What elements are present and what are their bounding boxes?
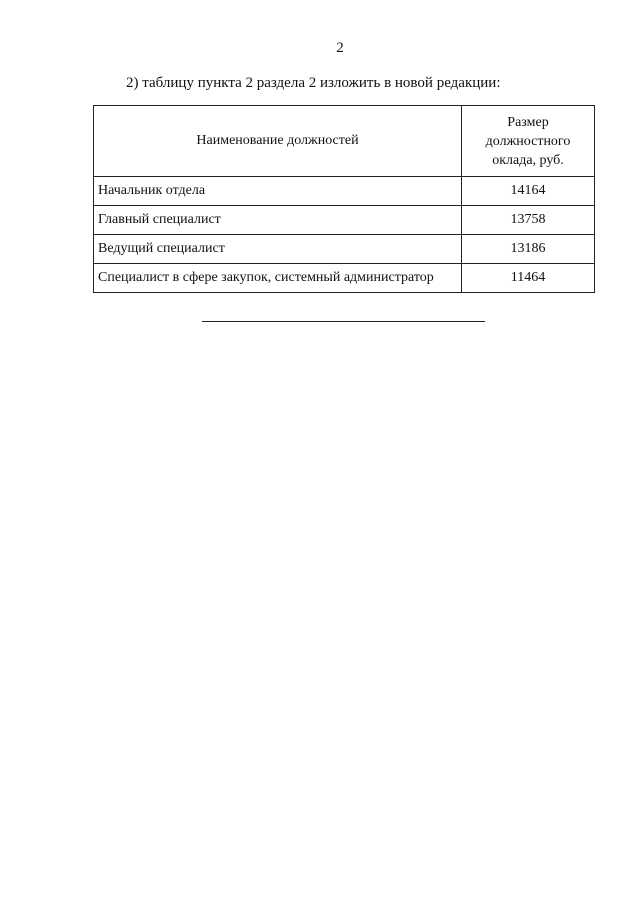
header-salary-line: Размер [507,114,549,130]
header-salary-line: должностного [485,133,571,149]
table-row [94,206,595,235]
table-row [94,264,595,293]
intro-paragraph: 2) таблицу пункта 2 раздела 2 изложить в новой редакции: [126,75,501,91]
salary-table [93,105,595,293]
cell-position: Ведущий специалист [94,235,462,264]
cell-salary: 13186 [462,235,595,264]
table-row [94,235,595,264]
header-salary-line: оклада, руб. [492,152,564,168]
cell-position: Специалист в сфере закупок, системный администратор [94,264,462,293]
page-number: 2 [336,40,344,56]
table-header-row [94,106,595,177]
cell-salary: 14164 [462,177,595,206]
table-row [94,177,595,206]
cell-position: Главный специалист [94,206,462,235]
end-divider [202,321,485,322]
cell-salary: 13758 [462,206,595,235]
cell-position: Начальник отдела [94,177,462,206]
header-salary [462,106,595,177]
cell-salary: 11464 [462,264,595,293]
header-position: Наименование должностей [94,106,462,177]
